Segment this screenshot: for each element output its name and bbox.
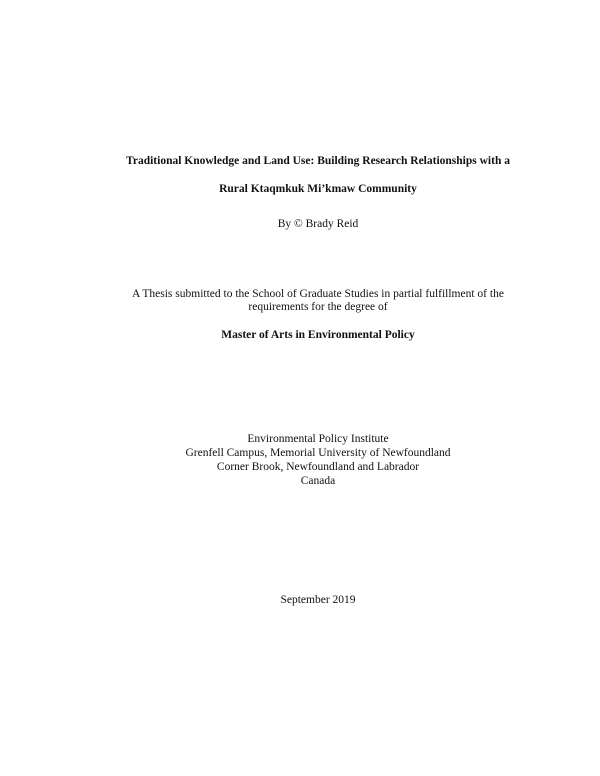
- thesis-title-line-1: Traditional Knowledge and Land Use: Building Research Relationships with a: [126, 155, 510, 167]
- institution-line-1: Environmental Policy Institute: [247, 433, 389, 445]
- author-line: By © Brady Reid: [277, 218, 359, 230]
- thesis-title-line-2: Rural Ktaqmkuk Mi’kmaw Community: [219, 183, 417, 195]
- institution-line-4: Canada: [300, 475, 336, 487]
- institution-line-3: Corner Brook, Newfoundland and Labrador: [216, 461, 420, 473]
- submission-statement-line-1: A Thesis submitted to the School of Graduate Studies in partial fulfillment of the: [132, 288, 504, 300]
- institution-line-2: Grenfell Campus, Memorial University of Newfoundland: [185, 447, 451, 459]
- degree-name: Master of Arts in Environmental Policy: [221, 329, 415, 341]
- submission-date: September 2019: [280, 594, 356, 606]
- submission-statement-line-2: requirements for the degree of: [248, 301, 388, 313]
